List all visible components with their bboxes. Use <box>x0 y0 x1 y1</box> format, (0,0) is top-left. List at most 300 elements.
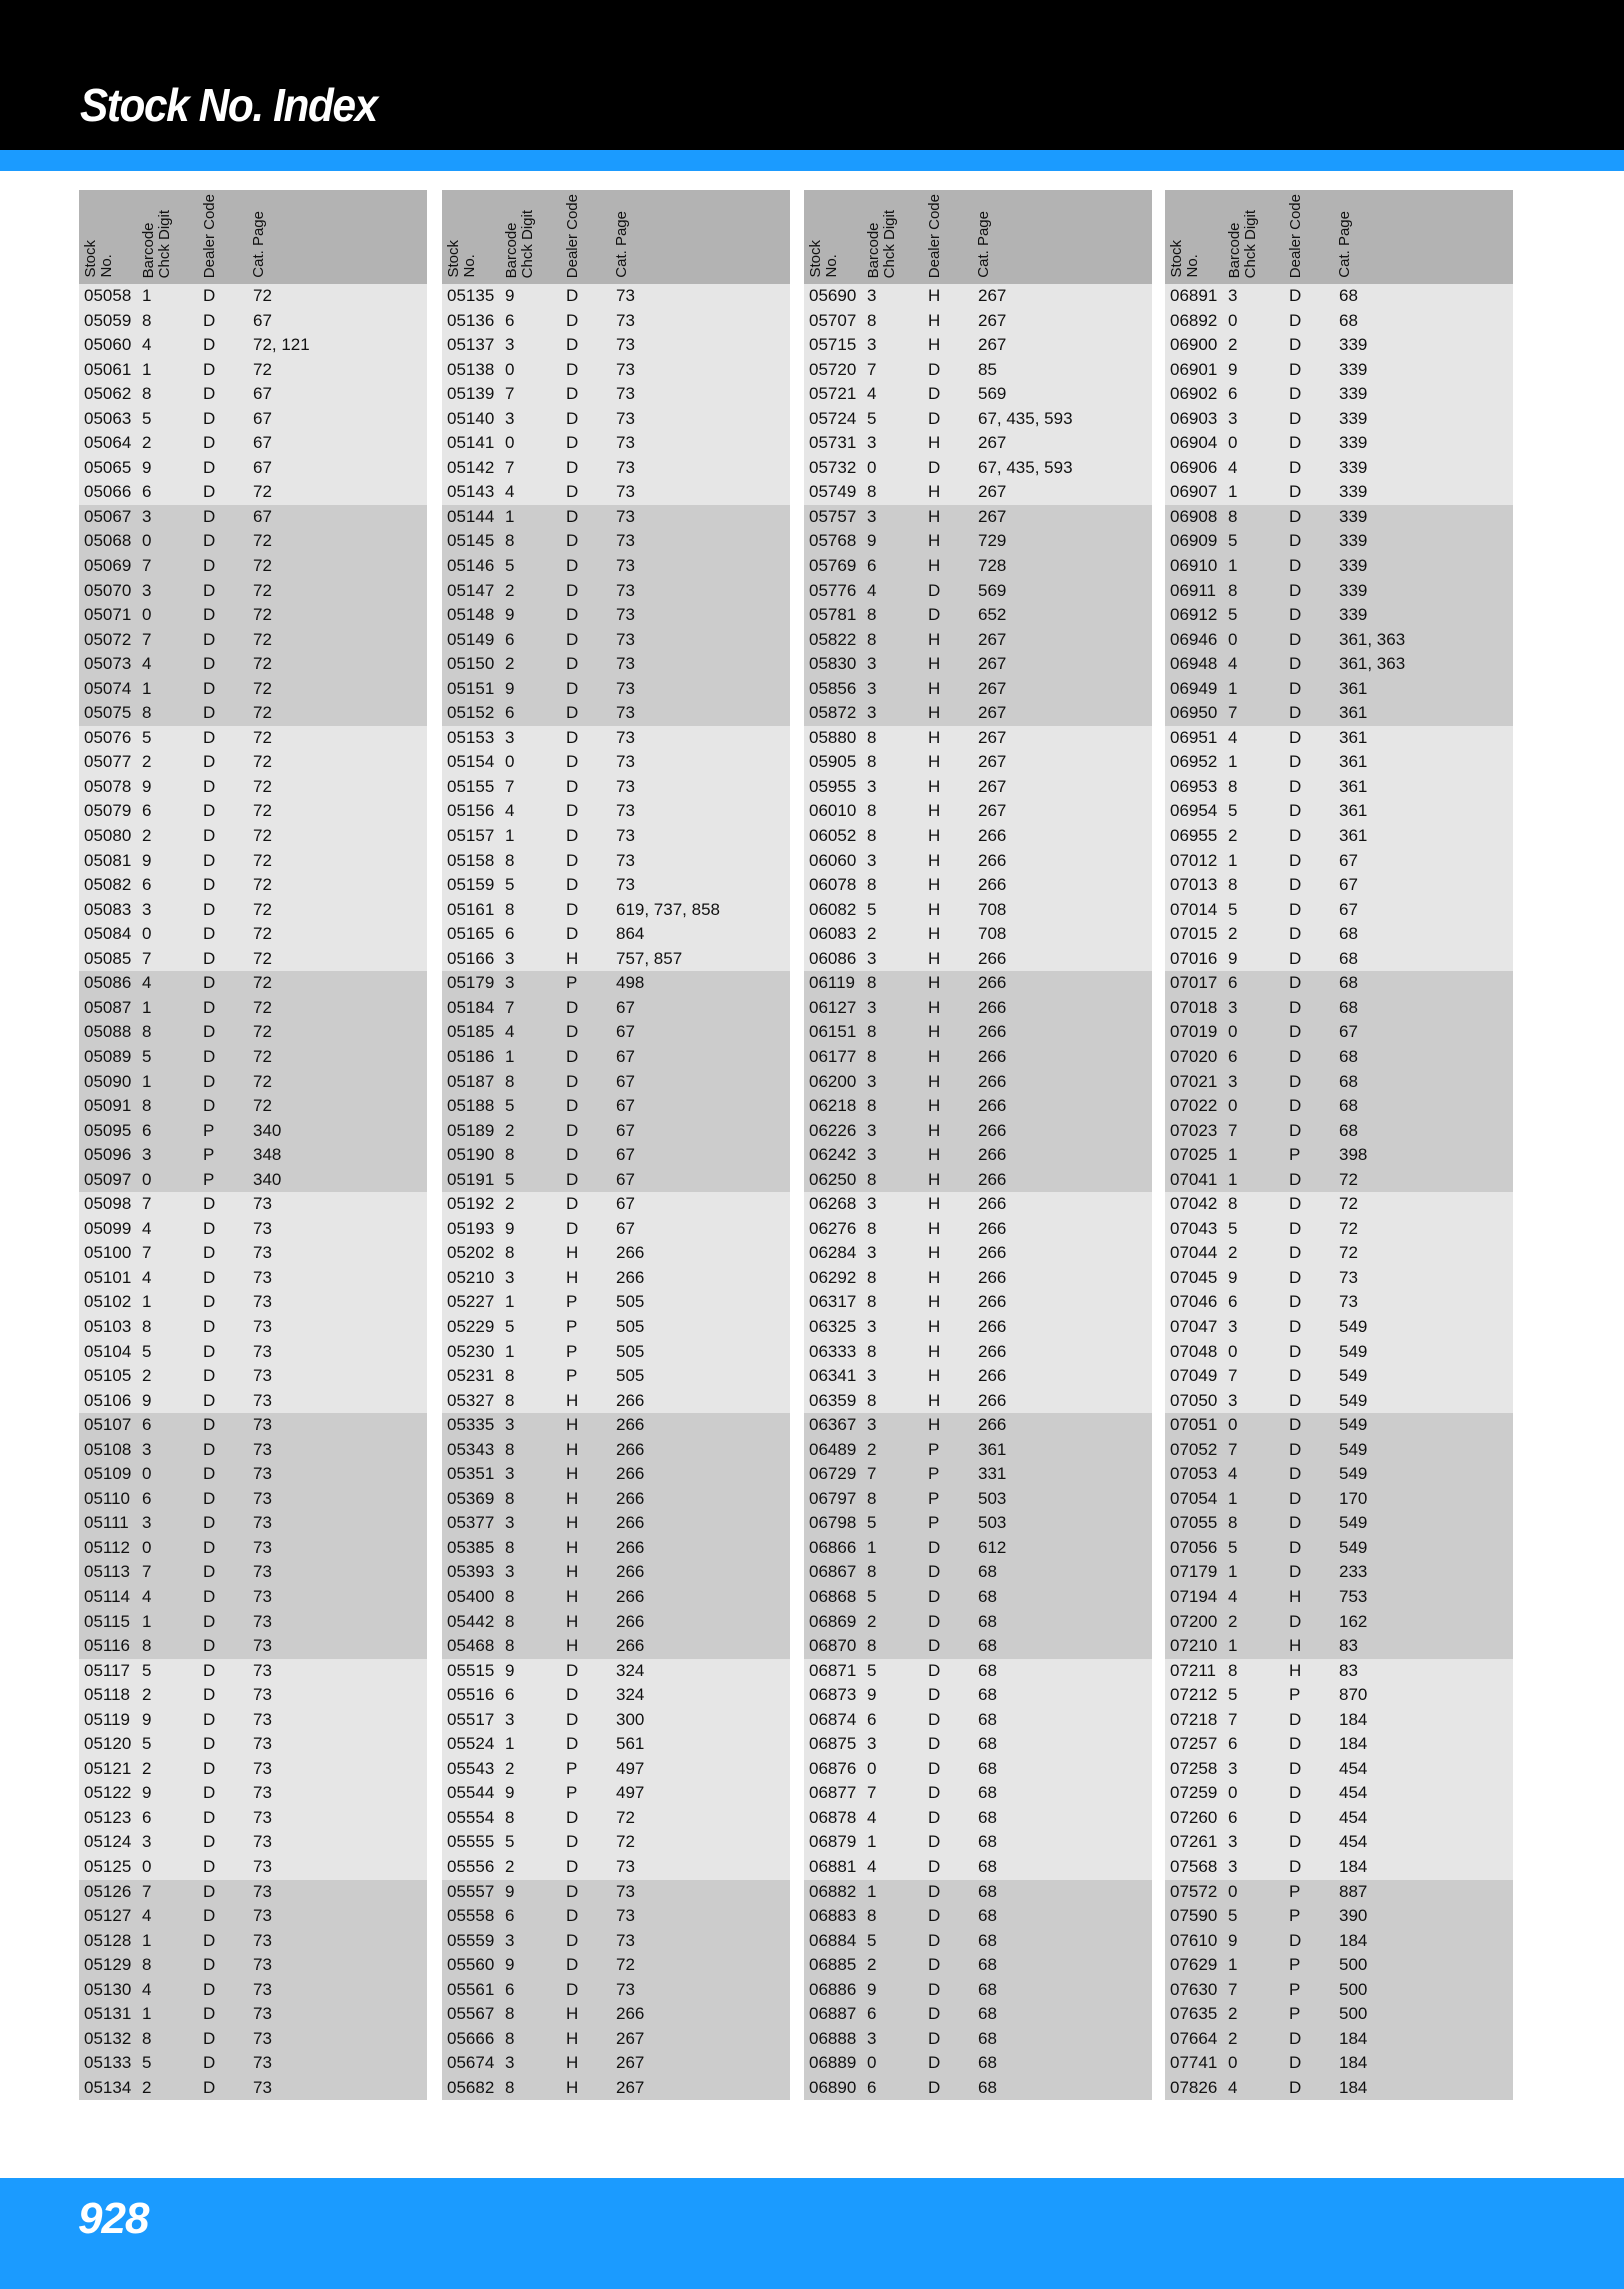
dealer-code: D <box>1289 1807 1302 1827</box>
table-row <box>1165 579 1513 604</box>
table-row <box>1165 799 1513 824</box>
stock-number: 07826 <box>1170 2077 1218 2097</box>
table-row <box>442 652 790 677</box>
table-row <box>1165 1020 1513 1045</box>
catalog-page: 67 <box>253 506 272 526</box>
stock-number: 05112 <box>84 1537 131 1557</box>
barcode-check-digit: 4 <box>505 482 515 502</box>
dealer-code: D <box>203 580 216 600</box>
dealer-code: P <box>1289 1685 1301 1705</box>
barcode-check-digit: 7 <box>505 997 515 1017</box>
dealer-code: D <box>566 924 579 944</box>
table-row <box>804 554 1152 579</box>
catalog-page: 72 <box>253 948 272 968</box>
table-row <box>804 1978 1152 2003</box>
dealer-code: H <box>566 1439 579 1459</box>
table-row <box>1165 1929 1513 1954</box>
dealer-code: H <box>928 1046 941 1066</box>
table-row <box>1165 1659 1513 1684</box>
table-row <box>804 603 1152 628</box>
stock-number: 07630 <box>1170 1979 1218 1999</box>
stock-number: 05154 <box>447 752 495 772</box>
table-row <box>804 431 1152 456</box>
table-row <box>79 382 427 407</box>
dealer-code: D <box>566 384 579 404</box>
stock-number: 05159 <box>447 875 495 895</box>
catalog-page: 68 <box>1339 1046 1358 1066</box>
barcode-check-digit: 7 <box>505 776 515 796</box>
stock-number: 05127 <box>84 1906 132 1926</box>
stock-number: 05124 <box>84 1832 132 1852</box>
dealer-code: P <box>1289 1955 1301 1975</box>
catalog-page: 266 <box>978 1071 1007 1091</box>
catalog-page: 266 <box>616 1390 645 1410</box>
catalog-page: 73 <box>616 1857 635 1876</box>
dealer-code: D <box>566 1194 579 1214</box>
catalog-page: 73 <box>616 703 635 723</box>
barcode-check-digit: 3 <box>867 678 877 698</box>
catalog-page: 73 <box>253 1194 272 1214</box>
stock-number: 05138 <box>447 359 495 379</box>
dealer-code: D <box>1289 1316 1302 1336</box>
barcode-check-digit: 9 <box>1228 359 1238 379</box>
dealer-code: D <box>1289 1096 1302 1116</box>
dealer-code: D <box>203 1636 216 1656</box>
barcode-check-digit: 3 <box>1228 997 1238 1017</box>
catalog-page: 73 <box>616 752 635 772</box>
catalog-page: 67 <box>616 1046 635 1066</box>
stock-number: 05516 <box>447 1685 495 1705</box>
table-row <box>79 1143 427 1168</box>
dealer-code: D <box>1289 506 1302 526</box>
table-row <box>79 799 427 824</box>
barcode-check-digit: 1 <box>1228 1562 1238 1582</box>
table-row <box>79 1094 427 1119</box>
catalog-page: 67 <box>253 408 272 428</box>
barcode-check-digit: 1 <box>142 2004 152 2024</box>
stock-number: 05076 <box>84 727 132 747</box>
dealer-code: D <box>566 997 579 1017</box>
barcode-check-digit: 6 <box>142 1488 152 1508</box>
catalog-page: 339 <box>1339 556 1368 576</box>
barcode-check-digit: 9 <box>867 1685 877 1705</box>
table-row <box>804 1610 1152 1635</box>
stock-number: 07049 <box>1170 1366 1218 1386</box>
stock-number: 06953 <box>1170 776 1218 796</box>
catalog-page: 339 <box>1339 433 1368 453</box>
dealer-code: D <box>203 850 216 870</box>
dealer-code: D <box>1289 752 1302 772</box>
stock-number: 05822 <box>809 629 857 649</box>
barcode-check-digit: 8 <box>505 1366 515 1386</box>
barcode-check-digit: 5 <box>867 1660 877 1680</box>
dealer-code: D <box>566 286 579 305</box>
dealer-code: D <box>566 1145 579 1165</box>
catalog-page: 72 <box>253 629 272 649</box>
dealer-code: P <box>203 1145 215 1165</box>
barcode-check-digit: 0 <box>1228 629 1238 649</box>
catalog-page: 73 <box>253 1341 272 1361</box>
table-row <box>442 1413 790 1438</box>
barcode-check-digit: 3 <box>867 1316 877 1336</box>
stock-number: 05091 <box>84 1096 132 1116</box>
catalog-page: 73 <box>253 1488 272 1508</box>
catalog-page: 73 <box>253 1930 272 1950</box>
dealer-code: D <box>928 1783 941 1803</box>
dealer-code: D <box>1289 1415 1302 1435</box>
dealer-code: H <box>928 948 941 968</box>
dealer-code: H <box>928 752 941 772</box>
barcode-check-digit: 5 <box>142 727 152 747</box>
catalog-page: 73 <box>253 1439 272 1459</box>
table-row <box>79 1389 427 1414</box>
table-row <box>804 456 1152 481</box>
stock-number: 07212 <box>1170 1685 1218 1705</box>
barcode-check-digit: 1 <box>142 359 152 379</box>
row-group <box>1165 1880 1513 2101</box>
barcode-check-digit: 9 <box>505 1660 515 1680</box>
catalog-page: 73 <box>616 875 635 895</box>
catalog-page: 454 <box>1339 1758 1368 1778</box>
dealer-code: D <box>1289 2028 1302 2048</box>
table-row <box>804 1904 1152 1929</box>
dealer-code: H <box>928 335 941 355</box>
barcode-check-digit: 6 <box>142 1415 152 1435</box>
catalog-page: 708 <box>978 924 1007 944</box>
stock-number: 05110 <box>84 1488 131 1508</box>
dealer-code: D <box>1289 1513 1302 1533</box>
table-row <box>79 1953 427 1978</box>
catalog-page: 361, 363 <box>1339 654 1406 674</box>
catalog-page: 73 <box>253 1562 272 1582</box>
dealer-code: D <box>566 1930 579 1950</box>
stock-number: 07012 <box>1170 850 1218 870</box>
stock-number: 05079 <box>84 801 132 821</box>
table-row <box>79 1315 427 1340</box>
barcode-check-digit: 2 <box>142 1685 152 1705</box>
catalog-page: 266 <box>978 1366 1007 1386</box>
catalog-page: 72 <box>253 359 272 379</box>
dealer-code: D <box>928 2053 941 2073</box>
table-row <box>804 1659 1152 1684</box>
stock-number: 05068 <box>84 531 132 551</box>
stock-number: 05074 <box>84 678 132 698</box>
stock-number: 07042 <box>1170 1194 1218 1214</box>
barcode-check-digit: 9 <box>505 678 515 698</box>
catalog-page: 73 <box>253 1783 272 1803</box>
stock-number: 05105 <box>84 1366 132 1386</box>
table-row <box>442 1290 790 1315</box>
stock-number: 06078 <box>809 875 857 895</box>
dealer-code: D <box>203 1758 216 1778</box>
table-row <box>442 1585 790 1610</box>
stock-number: 05067 <box>84 506 132 526</box>
stock-number: 05186 <box>447 1046 495 1066</box>
stock-number: 05113 <box>84 1562 131 1582</box>
stock-number: 06907 <box>1170 482 1218 502</box>
catalog-page: 266 <box>978 948 1007 968</box>
catalog-page: 73 <box>616 482 635 502</box>
barcode-check-digit: 8 <box>505 531 515 551</box>
dealer-code: D <box>566 506 579 526</box>
barcode-check-digit: 1 <box>1228 1955 1238 1975</box>
table-row <box>1165 1266 1513 1291</box>
barcode-check-digit: 3 <box>142 899 152 919</box>
barcode-check-digit: 0 <box>1228 310 1238 330</box>
barcode-check-digit: 2 <box>142 433 152 453</box>
catalog-page: 339 <box>1339 506 1368 526</box>
catalog-page: 870 <box>1339 1685 1368 1705</box>
barcode-check-digit: 6 <box>1228 1046 1238 1066</box>
dealer-code: D <box>203 1267 216 1287</box>
table-row <box>442 554 790 579</box>
barcode-check-digit: 8 <box>867 1636 877 1656</box>
stock-number: 05555 <box>447 1832 495 1852</box>
dealer-code: H <box>566 1636 579 1656</box>
catalog-page: 729 <box>978 531 1007 551</box>
table-row <box>1165 849 1513 874</box>
barcode-check-digit: 1 <box>1228 1169 1238 1189</box>
barcode-check-digit: 2 <box>867 924 877 944</box>
stock-number: 07051 <box>1170 1415 1218 1435</box>
barcode-check-digit: 1 <box>1228 482 1238 502</box>
table-row <box>79 873 427 898</box>
barcode-check-digit: 2 <box>505 1194 515 1214</box>
dealer-code: D <box>566 1022 579 1042</box>
stock-number: 07259 <box>1170 1783 1218 1803</box>
catalog-page: 68 <box>978 1586 997 1606</box>
dealer-code: D <box>203 1807 216 1827</box>
stock-number: 06901 <box>1170 359 1218 379</box>
barcode-check-digit: 5 <box>505 875 515 895</box>
table-row <box>1165 1315 1513 1340</box>
table-row <box>442 1094 790 1119</box>
catalog-page: 267 <box>978 433 1007 453</box>
barcode-check-digit: 9 <box>1228 948 1238 968</box>
table-row <box>79 2076 427 2101</box>
stock-number: 05080 <box>84 826 132 846</box>
column-header-dealer: Dealer Code <box>201 193 218 278</box>
dealer-code: D <box>203 899 216 919</box>
stock-number: 07044 <box>1170 1243 1218 1263</box>
barcode-check-digit: 3 <box>505 948 515 968</box>
barcode-check-digit: 6 <box>1228 1807 1238 1827</box>
catalog-page: 72 <box>253 997 272 1017</box>
table-row <box>804 873 1152 898</box>
dealer-code: D <box>566 899 579 919</box>
catalog-page: 340 <box>253 1120 282 1140</box>
barcode-check-digit: 8 <box>505 1243 515 1263</box>
table-row <box>79 1340 427 1365</box>
barcode-check-digit: 6 <box>867 556 877 576</box>
stock-number: 05191 <box>447 1169 495 1189</box>
table-row <box>1165 1880 1513 1905</box>
barcode-check-digit: 9 <box>142 457 152 477</box>
stock-number: 07568 <box>1170 1857 1218 1876</box>
stock-number: 05086 <box>84 973 132 993</box>
stock-number: 05116 <box>84 1636 131 1656</box>
barcode-check-digit: 5 <box>505 1316 515 1336</box>
stock-number: 05114 <box>84 1586 131 1606</box>
column-header-barcode: Barcode Chck Digit <box>503 209 536 278</box>
stock-number: 06341 <box>809 1366 857 1386</box>
stock-number: 06200 <box>809 1071 857 1091</box>
catalog-page: 72 <box>253 801 272 821</box>
dealer-code: D <box>203 384 216 404</box>
dealer-code: D <box>566 1906 579 1926</box>
barcode-check-digit: 9 <box>505 286 515 305</box>
table-row <box>1165 1340 1513 1365</box>
catalog-page: 73 <box>253 1636 272 1656</box>
catalog-page: 266 <box>616 1513 645 1533</box>
table-row <box>79 333 427 358</box>
barcode-check-digit: 3 <box>867 1194 877 1214</box>
catalog-page: 549 <box>1339 1537 1368 1557</box>
catalog-page: 361, 363 <box>1339 629 1406 649</box>
table-row <box>1165 407 1513 432</box>
table-row <box>1165 652 1513 677</box>
barcode-check-digit: 3 <box>505 1513 515 1533</box>
stock-number: 05369 <box>447 1488 495 1508</box>
table-row <box>804 1781 1152 1806</box>
stock-number: 06866 <box>809 1537 857 1557</box>
catalog-page: 73 <box>253 1955 272 1975</box>
dealer-code: D <box>1289 1218 1302 1238</box>
catalog-page: 612 <box>978 1537 1007 1557</box>
catalog-page: 267 <box>978 752 1007 772</box>
barcode-check-digit: 6 <box>1228 1734 1238 1754</box>
dealer-code: D <box>928 1562 941 1582</box>
dealer-code: H <box>566 1611 579 1631</box>
stock-number: 05559 <box>447 1930 495 1950</box>
stock-number: 05560 <box>447 1955 495 1975</box>
dealer-code: D <box>203 2028 216 2048</box>
catalog-page: 72 <box>253 826 272 846</box>
catalog-page: 266 <box>616 1488 645 1508</box>
stock-number: 05077 <box>84 752 132 772</box>
dealer-code: D <box>928 457 941 477</box>
table-row <box>1165 1610 1513 1635</box>
table-row <box>804 1143 1152 1168</box>
catalog-page: 68 <box>978 1979 997 1999</box>
catalog-page: 73 <box>253 1685 272 1705</box>
stock-number: 06127 <box>809 997 857 1017</box>
dealer-code: D <box>203 1783 216 1803</box>
dealer-code: P <box>566 1783 578 1803</box>
table-row <box>1165 603 1513 628</box>
dealer-code: H <box>1289 1660 1302 1680</box>
table-row <box>442 701 790 726</box>
row-group <box>804 505 1152 726</box>
stock-number: 05210 <box>447 1267 495 1287</box>
table-row <box>442 1708 790 1733</box>
table-row <box>1165 947 1513 972</box>
catalog-page: 67 <box>616 1194 635 1214</box>
catalog-page: 67 <box>1339 850 1358 870</box>
table-row <box>79 1511 427 1536</box>
table-header <box>442 190 790 284</box>
stock-number: 06151 <box>809 1022 857 1042</box>
table-row <box>442 799 790 824</box>
catalog-page: 267 <box>978 654 1007 674</box>
stock-number: 07016 <box>1170 948 1218 968</box>
table-row <box>79 431 427 456</box>
barcode-check-digit: 8 <box>142 1096 152 1116</box>
stock-number: 06946 <box>1170 629 1218 649</box>
barcode-check-digit: 3 <box>1228 1316 1238 1336</box>
catalog-page: 549 <box>1339 1464 1368 1484</box>
catalog-page: 72 <box>616 1807 635 1827</box>
stock-number: 06873 <box>809 1685 857 1705</box>
dealer-code: D <box>566 359 579 379</box>
stock-number: 07050 <box>1170 1390 1218 1410</box>
barcode-check-digit: 0 <box>505 359 515 379</box>
table-row <box>442 2002 790 2027</box>
table-row <box>442 1143 790 1168</box>
barcode-check-digit: 9 <box>142 850 152 870</box>
stock-number: 05158 <box>447 850 495 870</box>
table-row <box>1165 2027 1513 2052</box>
dealer-code: D <box>1289 1194 1302 1214</box>
catalog-page: 361 <box>978 1439 1007 1459</box>
barcode-check-digit: 2 <box>1228 335 1238 355</box>
catalog-page: 454 <box>1339 1832 1368 1852</box>
catalog-page: 561 <box>616 1734 645 1754</box>
dealer-code: D <box>1289 654 1302 674</box>
row-group <box>1165 1659 1513 1880</box>
dealer-code: D <box>566 1832 579 1852</box>
table-row <box>442 2076 790 2101</box>
dealer-code: H <box>566 2077 579 2097</box>
barcode-check-digit: 8 <box>1228 875 1238 895</box>
table-row <box>442 1929 790 1954</box>
table-row <box>1165 1781 1513 1806</box>
stock-number: 07018 <box>1170 997 1218 1017</box>
catalog-page: 72 <box>253 875 272 895</box>
table-row <box>804 652 1152 677</box>
dealer-code: H <box>928 531 941 551</box>
dealer-code: D <box>203 826 216 846</box>
table-row <box>442 1315 790 1340</box>
table-row <box>1165 873 1513 898</box>
dealer-code: D <box>928 1979 941 1999</box>
table-row <box>79 1438 427 1463</box>
dealer-code: D <box>1289 826 1302 846</box>
barcode-check-digit: 0 <box>1228 1415 1238 1435</box>
catalog-page: 73 <box>1339 1267 1358 1287</box>
stock-number: 05132 <box>84 2028 132 2048</box>
barcode-check-digit: 0 <box>142 924 152 944</box>
dealer-code: D <box>566 1685 579 1705</box>
catalog-page: 266 <box>978 850 1007 870</box>
stock-number: 07258 <box>1170 1758 1218 1778</box>
catalog-page: 72 <box>1339 1218 1358 1238</box>
dealer-code: P <box>203 1120 215 1140</box>
barcode-check-digit: 5 <box>1228 605 1238 625</box>
dealer-code: D <box>203 286 216 305</box>
table-row <box>79 1070 427 1095</box>
stock-number: 05087 <box>84 997 132 1017</box>
catalog-page: 73 <box>616 776 635 796</box>
catalog-page: 266 <box>978 1022 1007 1042</box>
stock-number: 06906 <box>1170 457 1218 477</box>
barcode-check-digit: 7 <box>142 1881 152 1901</box>
stock-number: 07052 <box>1170 1439 1218 1459</box>
barcode-check-digit: 8 <box>1228 1194 1238 1214</box>
catalog-page: 68 <box>1339 286 1358 305</box>
dealer-code: H <box>928 1145 941 1165</box>
dealer-code: D <box>928 1930 941 1950</box>
